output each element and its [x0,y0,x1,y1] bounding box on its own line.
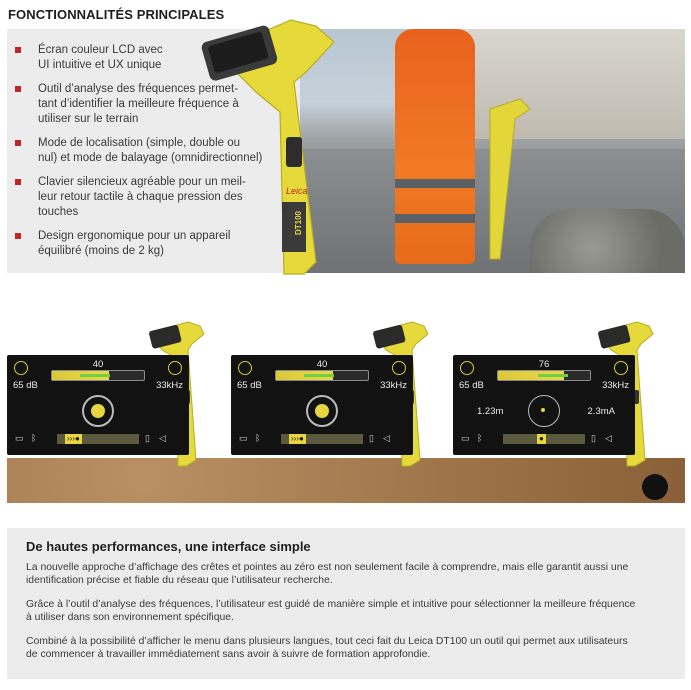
bullet-icon [15,47,21,53]
direction-arrows: ● [539,434,544,443]
battery-icon: ▭ [239,433,248,443]
position-dot-icon [91,404,105,418]
bullet-icon [15,86,21,92]
paragraph-line: de commencer à travailler immédiatement sans avoir à suivre de formation approfondie. [26,649,431,660]
gain-readout: 65 dB [237,380,262,391]
feature-line: touches [38,206,79,218]
locator-screen [7,355,189,455]
gauge-peak-zone [538,374,568,377]
volume-icon: ◁ [159,433,166,443]
signal-value: 76 [538,359,550,370]
locator-device-illustration [196,12,346,284]
field-photo [300,29,685,273]
signal-value: 40 [316,359,328,370]
feature-line: leur retour tactile à chaque pression des [38,191,243,203]
gain-readout: 65 dB [13,380,38,391]
gauge-peak-zone [80,374,110,377]
feature-line: Mode de localisation (simple, double ou [38,137,241,149]
signal-gauge [275,370,369,381]
position-indicator [528,395,560,427]
feature-line: tant d’identifier la meilleure fréquence à [38,98,239,110]
brand-logo: Leica [286,186,308,196]
position-indicator [306,395,338,427]
device-icon: ▯ [369,433,374,443]
current-readout: 2.3mA [587,406,615,417]
device-icon: ▯ [591,433,596,443]
signal-gauge [51,370,145,381]
feature-line: UI intuitive et UX unique [38,59,162,71]
device-icon: ▯ [145,433,150,443]
bluetooth-icon: ᛒ [477,433,483,443]
buried-pipe-illustration [642,474,668,500]
model-label: DT100 [294,210,303,235]
signal-gauge [497,370,591,381]
feature-line: Outil d’analyse des fréquences permet- [38,83,239,95]
feature-line: utiliser sur le terrain [38,113,139,125]
direction-arrows: ›››● [67,434,80,443]
feature-line: nul) et mode de balayage (omnidirectionnel) [38,152,263,164]
paragraph-line: à utiliser dans son environnement spécifique. [26,612,234,623]
battery-icon: ▭ [461,433,470,443]
info-paragraph [26,635,672,661]
frequency-readout: 33kHz [380,380,407,391]
volume-icon: ◁ [383,433,390,443]
locator-screen [231,355,413,455]
bluetooth-icon: ᛒ [255,433,261,443]
position-dot-icon [541,408,545,412]
gauge-peak-zone [304,374,334,377]
feature-line: équilibré (moins de 2 kg) [38,245,164,257]
soil-illustration [7,458,685,503]
frequency-readout: 33kHz [156,380,183,391]
paragraph-line: identification précise et fiable du réseau que l’utilisateur recherche. [26,575,333,586]
paragraph-line: Combiné à la possibilité d’afficher le menu dans plusieurs langues, tout ceci fait du Leica DT100 un outil qui permet aux utilisateurs [26,636,628,647]
bullet-icon [15,233,21,239]
position-dot-icon [315,404,329,418]
signal-value: 40 [92,359,104,370]
direction-arrows: ›››● [291,434,304,443]
frequency-readout: 33kHz [602,380,629,391]
bullet-icon [15,179,21,185]
feature-line: Clavier silencieux agréable pour un meil- [38,176,246,188]
info-paragraph [26,561,672,587]
paragraph-line: Grâce à l’outil d’analyse des fréquences, l’utilisateur est guidé de manière simple et intuitive pour sélectionner la meilleure fréquence [26,599,636,610]
photo-locator-in-hand [460,89,540,269]
locator-screen [453,355,635,455]
bluetooth-icon: ᛒ [31,433,37,443]
position-indicator [82,395,114,427]
info-paragraph [26,598,672,624]
features-title: FONCTIONNALITÉS PRINCIPALES [8,7,225,22]
feature-line: Écran couleur LCD avec [38,44,163,56]
bullet-icon [15,140,21,146]
gain-readout: 65 dB [459,380,484,391]
info-title: De hautes performances, une interface simple [26,539,311,554]
feature-line: Design ergonomique pour un appareil [38,230,231,242]
photo-rubble [530,209,685,273]
depth-readout: 1.23m [477,406,504,417]
battery-icon: ▭ [15,433,24,443]
volume-icon: ◁ [605,433,612,443]
paragraph-line: La nouvelle approche d’affichage des crêtes et pointes au zéro est non seulement facile à comprendre, mais elle garantit aussi une [26,562,629,573]
